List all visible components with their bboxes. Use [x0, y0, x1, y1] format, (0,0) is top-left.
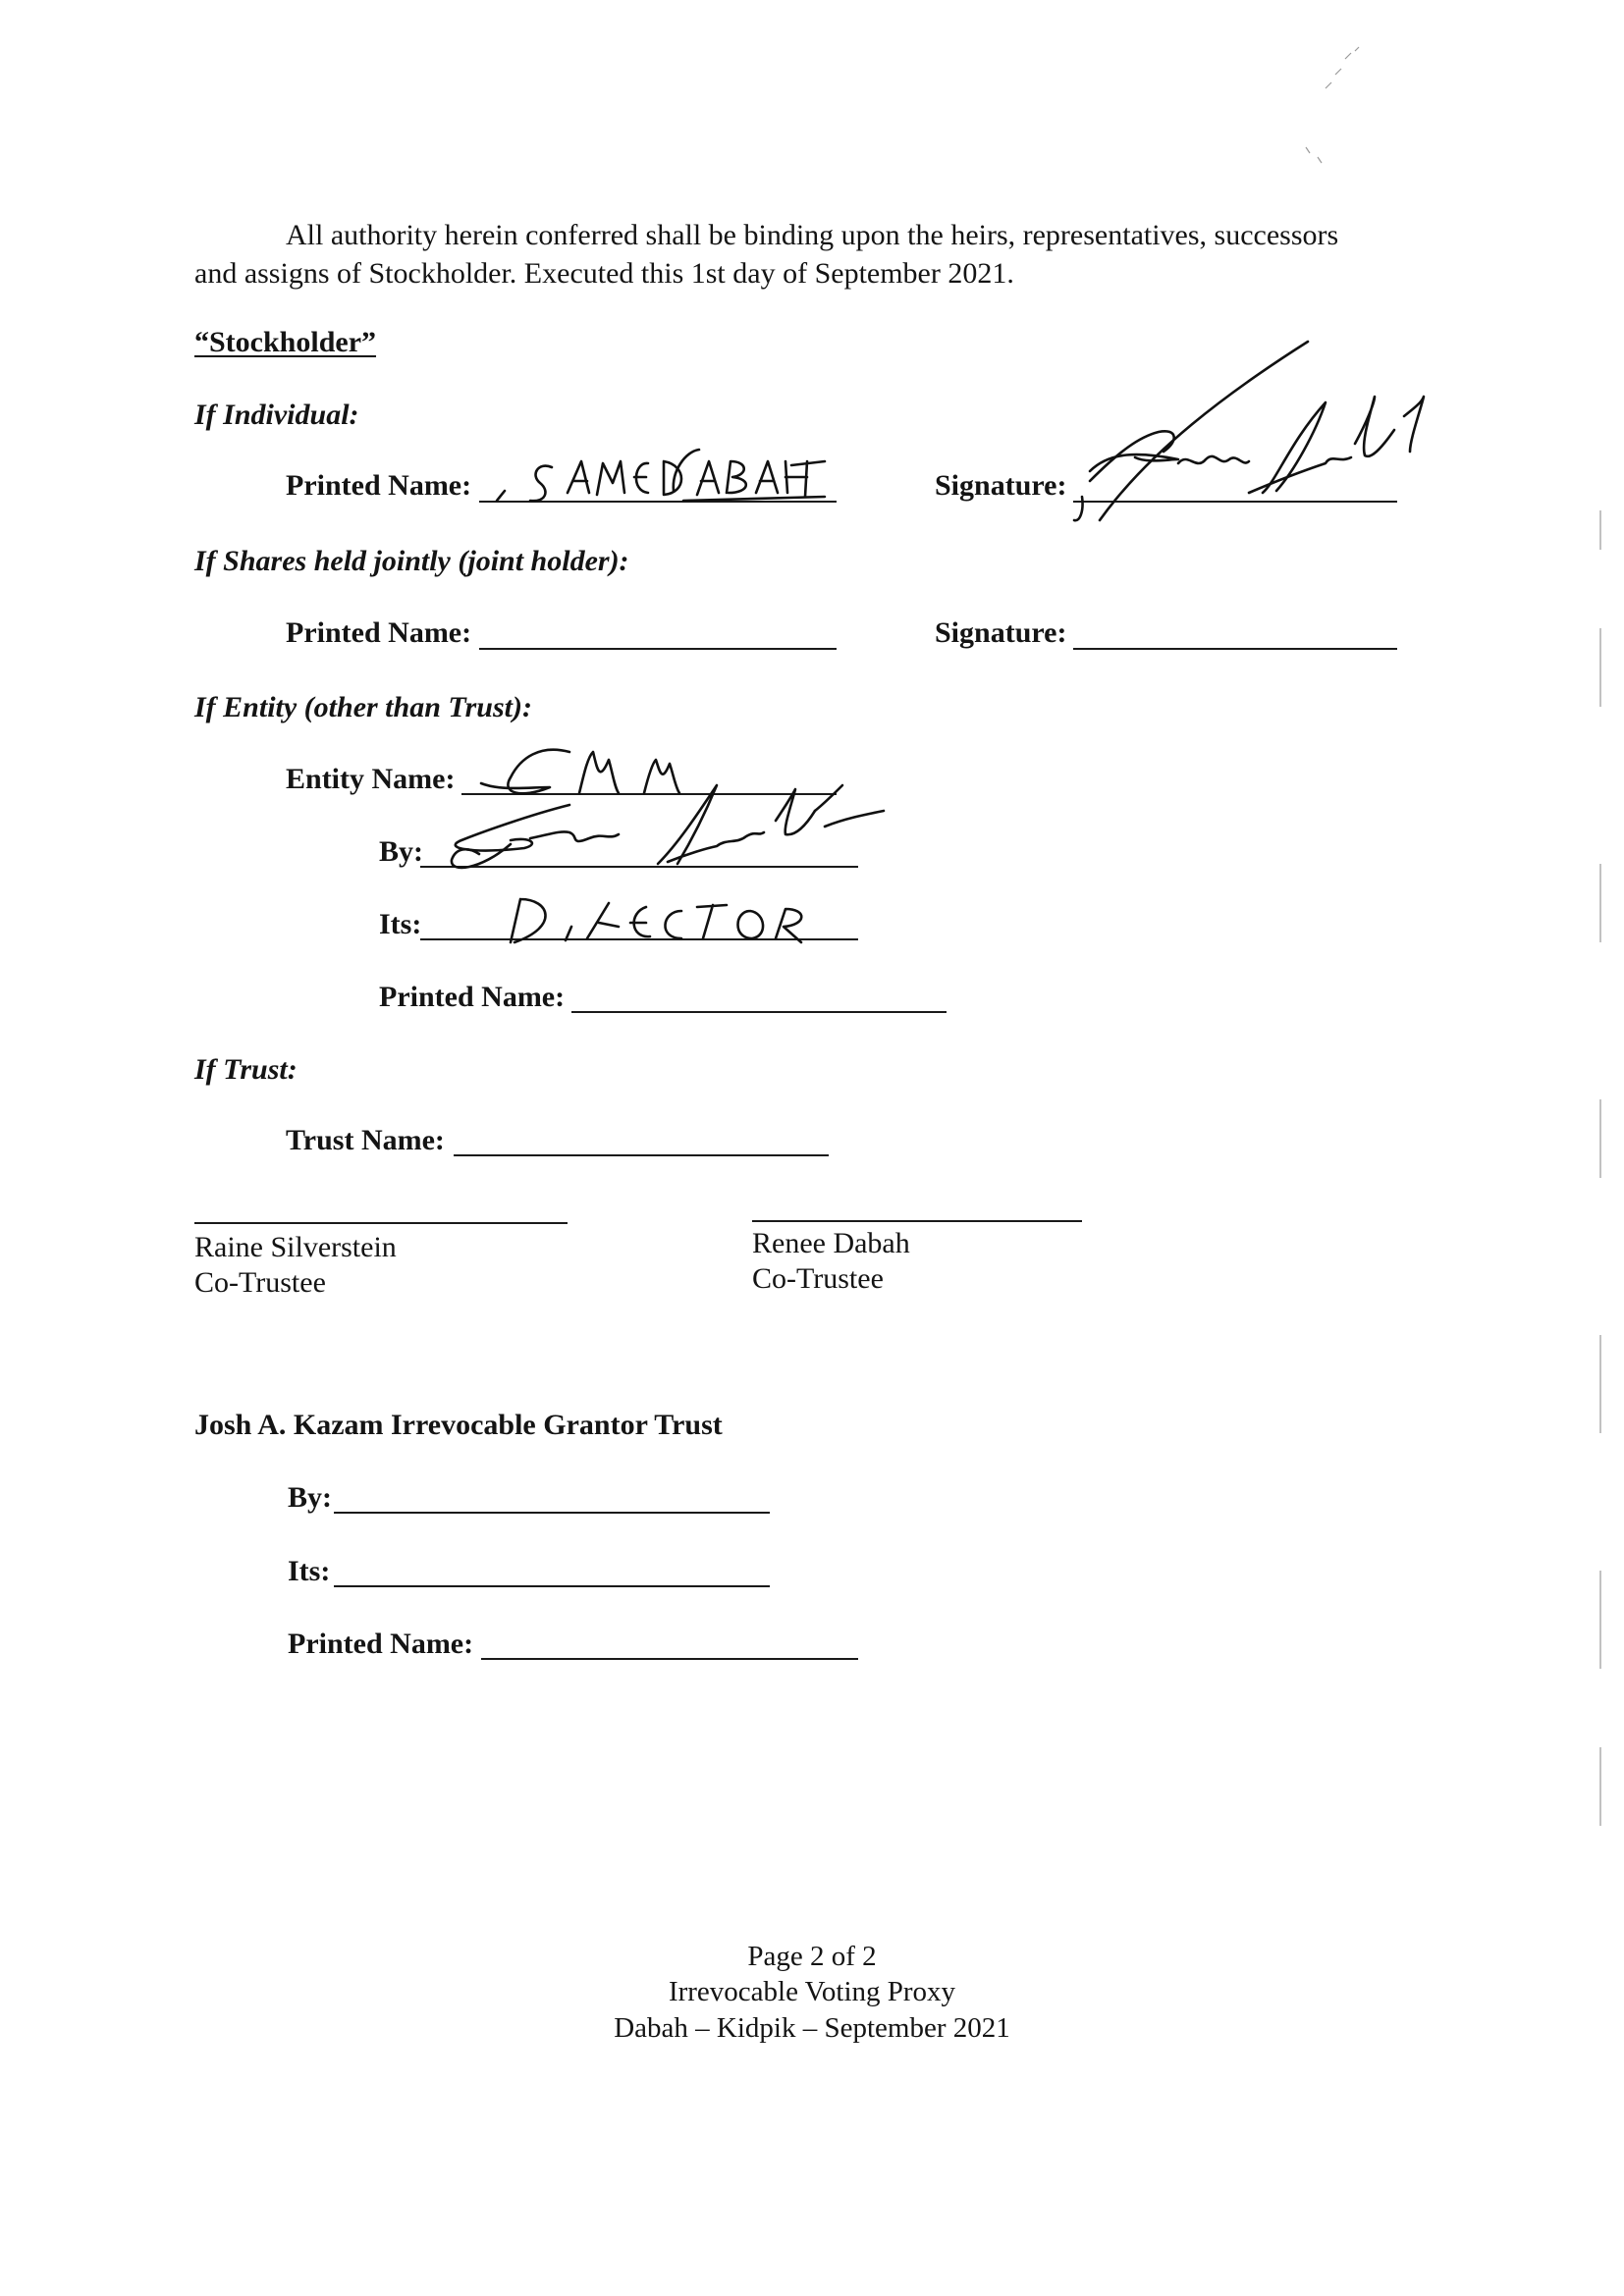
trustee1-name: Raine Silverstein	[194, 1231, 397, 1263]
trustee1-title: Co-Trustee	[194, 1266, 326, 1299]
entity-printed-name-label: Printed Name:	[379, 981, 566, 1013]
joint-printed-name-line[interactable]	[479, 648, 837, 650]
trustee2-title: Co-Trustee	[752, 1262, 884, 1295]
grantor-by-label: By:	[288, 1481, 332, 1514]
trustee1-signature-line[interactable]	[194, 1222, 568, 1224]
trustee2-signature-line[interactable]	[752, 1220, 1082, 1222]
trust-name-label: Trust Name:	[286, 1124, 445, 1156]
individual-signature-label: Signature:	[935, 469, 1067, 502]
entity-printed-name-line[interactable]	[571, 1011, 947, 1013]
grantor-trust-title: Josh A. Kazam Irrevocable Grantor Trust	[194, 1409, 723, 1441]
trust-name-line[interactable]	[454, 1154, 829, 1156]
individual-printed-name-label: Printed Name:	[286, 469, 472, 502]
scan-artifact-right-edge	[1591, 491, 1610, 1865]
individual-handwritten-name	[491, 432, 844, 510]
body-line-1: All authority herein conferred shall be binding upon the heirs, representatives, successors	[286, 219, 1339, 251]
entity-by-label: By:	[379, 835, 423, 868]
trust-heading: If Trust:	[194, 1053, 298, 1086]
joint-printed-name-label: Printed Name:	[286, 616, 472, 649]
trustee2-name: Renee Dabah	[752, 1227, 910, 1259]
footer-doc-ref: Dabah – Kidpik – September 2021	[614, 2011, 1010, 2044]
footer-page: Page 2 of 2	[747, 1941, 877, 1972]
entity-its-handwritten	[501, 883, 854, 952]
joint-signature-line[interactable]	[1073, 648, 1397, 650]
stockholder-heading	[194, 328, 376, 357]
footer-doc-title: Irrevocable Voting Proxy	[668, 1976, 956, 2008]
entity-its-label: Its:	[379, 908, 422, 940]
entity-heading: If Entity (other than Trust):	[194, 691, 532, 723]
grantor-its-label: Its:	[288, 1555, 331, 1587]
scan-artifact-top-right	[1267, 39, 1384, 187]
grantor-printed-name-label: Printed Name:	[288, 1628, 474, 1660]
grantor-its-line[interactable]	[334, 1585, 770, 1587]
grantor-printed-name-line[interactable]	[481, 1658, 858, 1660]
body-line-2: and assigns of Stockholder. Executed this 1st day of September 2021.	[194, 257, 1014, 290]
stockholder-heading-text: “Stockholder”	[194, 326, 377, 358]
joint-signature-label: Signature:	[935, 616, 1067, 649]
grantor-by-line[interactable]	[334, 1512, 770, 1514]
joint-heading: If Shares held jointly (joint holder):	[194, 545, 629, 577]
individual-heading: If Individual:	[194, 399, 359, 431]
entity-name-label: Entity Name:	[286, 763, 456, 795]
footer	[0, 1939, 1624, 2046]
individual-signature-mark	[1031, 334, 1443, 540]
